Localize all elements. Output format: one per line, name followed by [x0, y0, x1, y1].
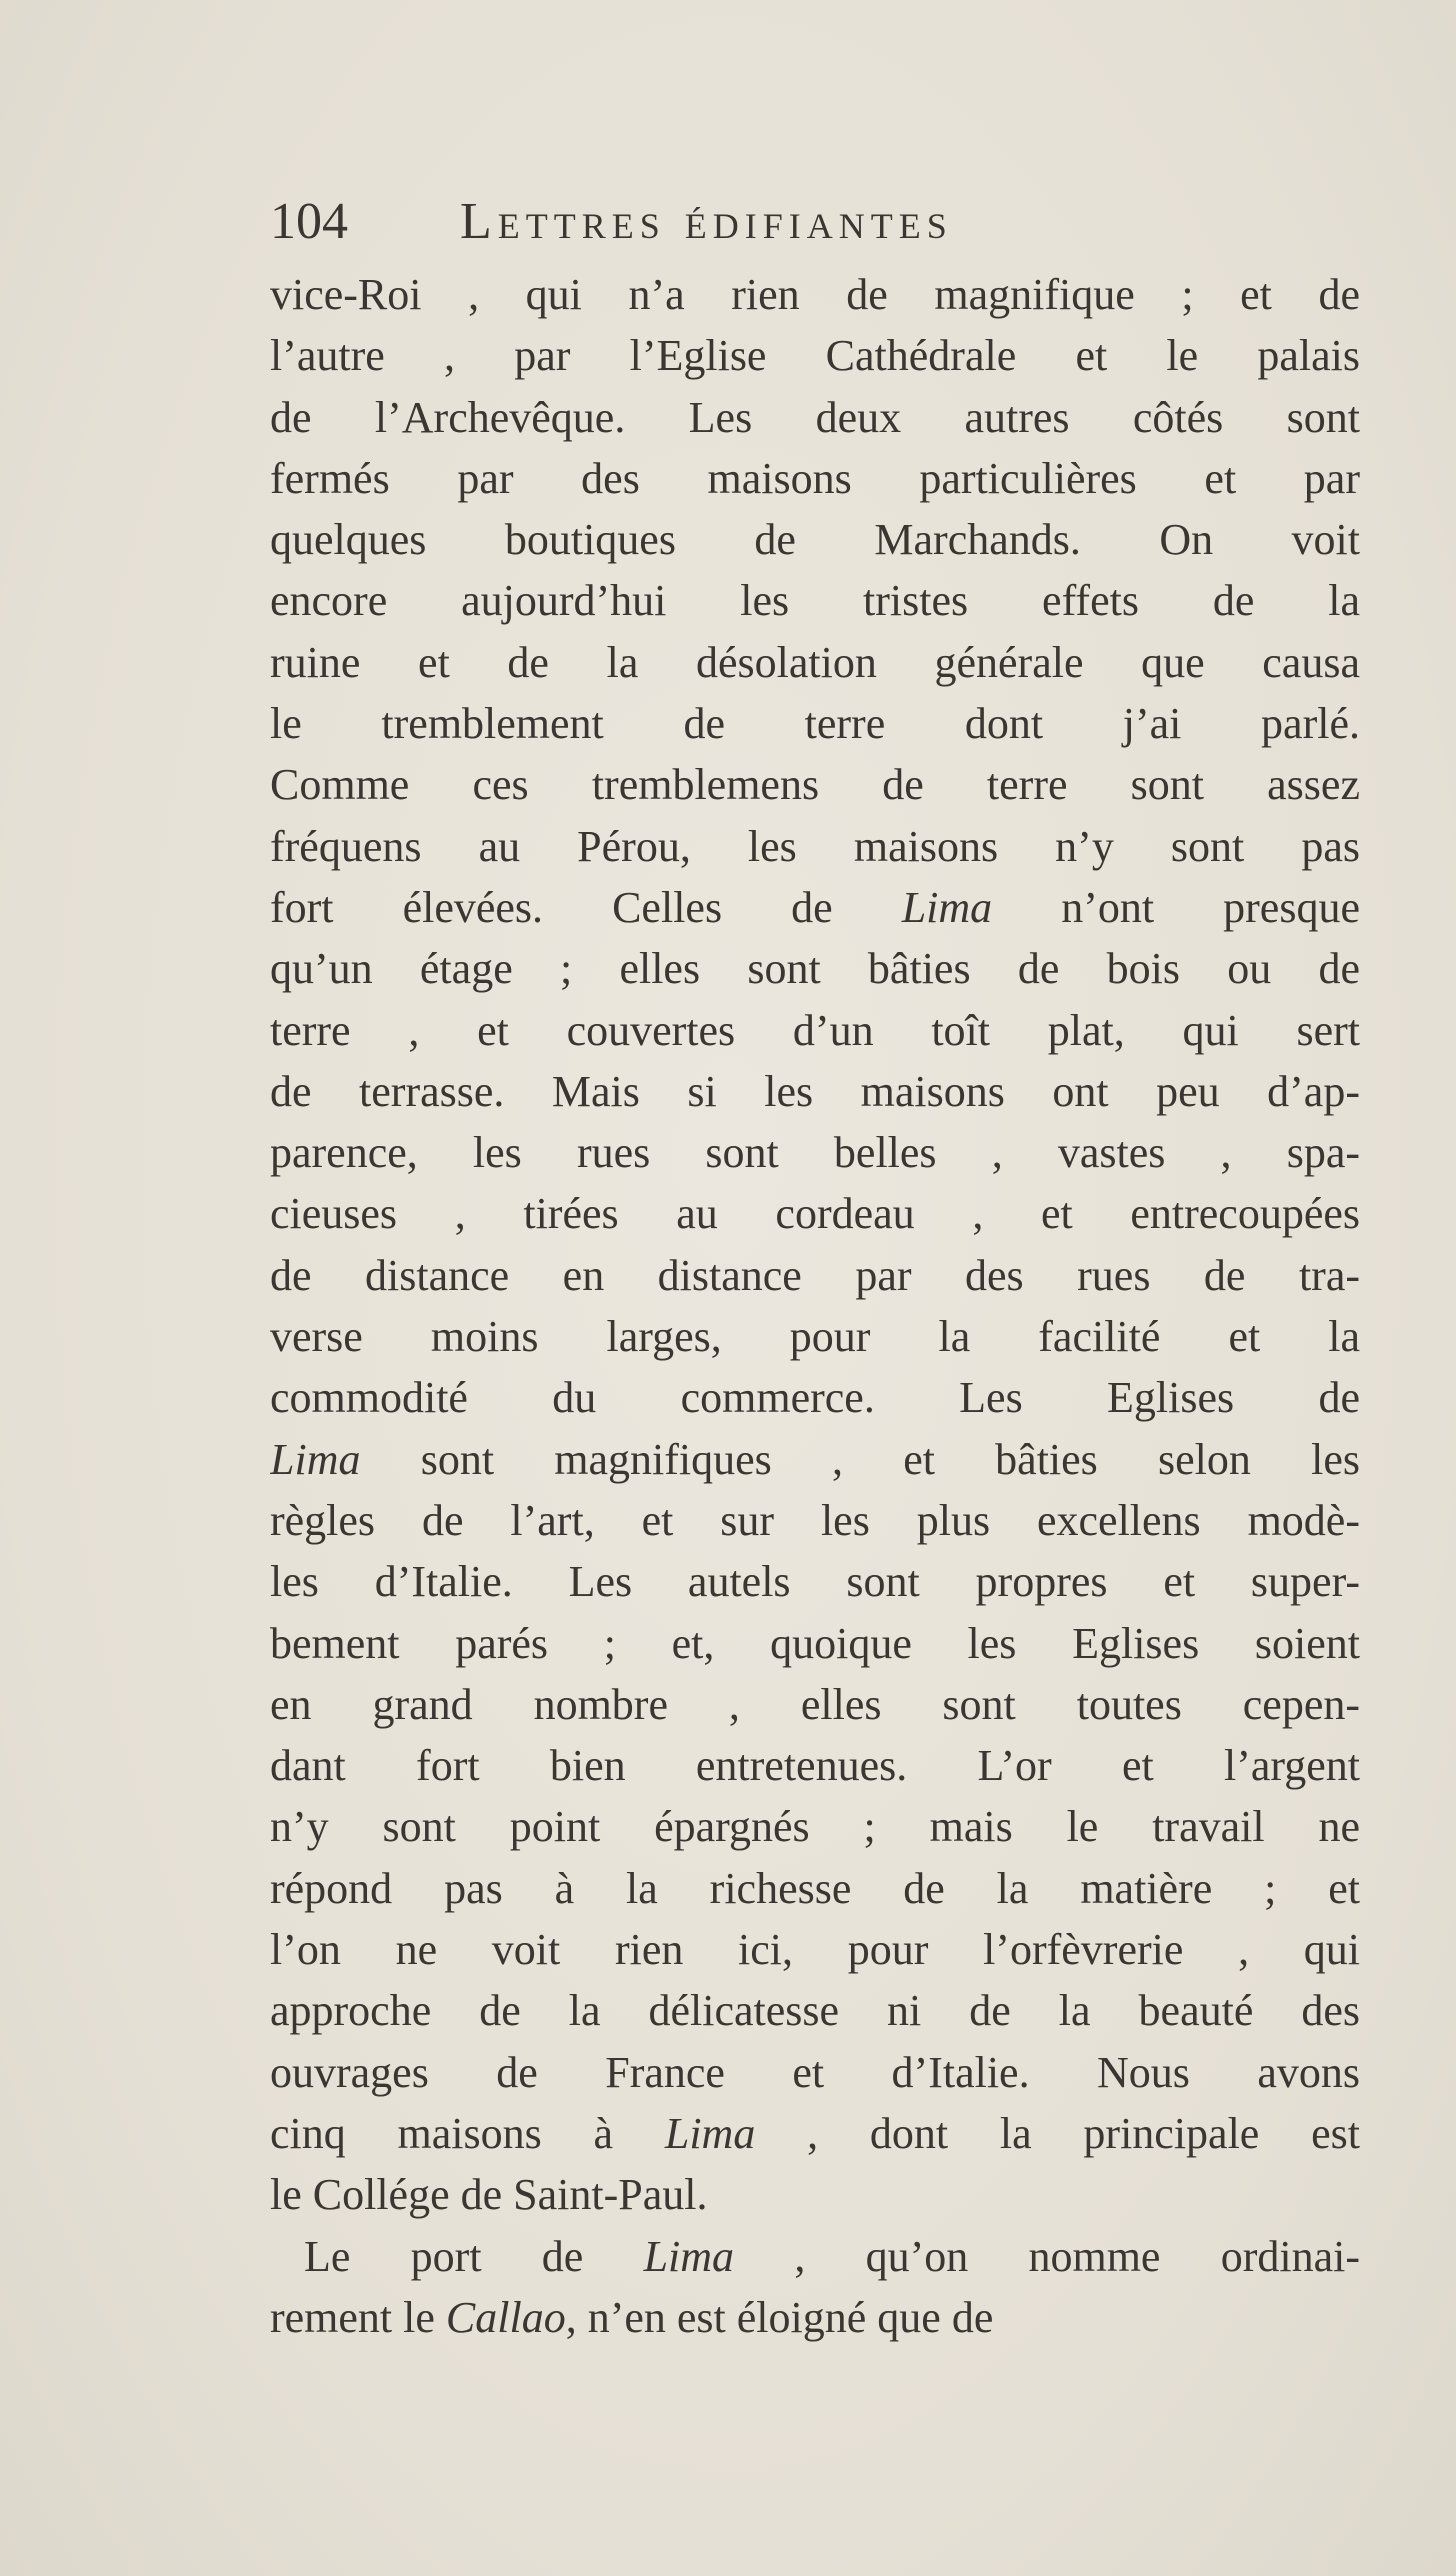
text-line [270, 1551, 1360, 1612]
text-segment: , dont la principale est [755, 2108, 1360, 2158]
text-segment: Le port de [304, 2231, 644, 2281]
text-line [270, 816, 1360, 877]
text-line [270, 2042, 1360, 2103]
text-segment: le tremblement de terre dont j’ai parlé. [270, 699, 1360, 749]
text-line [270, 387, 1360, 448]
text-segment: vice-Roi , qui n’a rien de magnifique ; et de [270, 270, 1360, 319]
text-segment: ruine et de la désolation générale que causa [270, 637, 1360, 687]
text-segment: les d’Italie. Les autels sont propres et super- [270, 1557, 1360, 1607]
text-segment: quelques boutiques de Marchands. On voit [270, 515, 1360, 565]
text-line [270, 570, 1360, 631]
text-line [270, 1429, 1360, 1490]
text-line [270, 448, 1360, 509]
text-segment: Comme ces tremblemens de terre sont assez [270, 760, 1360, 810]
text-line [270, 2287, 1360, 2348]
page-number: 104 [270, 193, 348, 250]
text-line [270, 1980, 1360, 2041]
text-segment: n’ont presque [992, 882, 1360, 932]
text-line [270, 1306, 1360, 1367]
text-segment: bement parés ; et, quoique les Eglises soient [270, 1618, 1360, 1668]
text-line [270, 1245, 1360, 1306]
text-line [270, 1613, 1360, 1674]
text-line [270, 2103, 1360, 2164]
page-header [270, 190, 1220, 254]
italic-text: Lima [270, 1434, 361, 1484]
text-segment: verse moins larges, pour la facilité et la [270, 1312, 1360, 1362]
text-segment: encore aujourd’hui les tristes effets de la [270, 576, 1360, 626]
text-segment: approche de la délicatesse ni de la beauté des [270, 1986, 1360, 2036]
text-line [270, 1061, 1360, 1122]
italic-text: Lima [901, 882, 993, 932]
text-segment: rement le [270, 2292, 446, 2342]
body-text [270, 264, 1360, 2348]
text-segment: parence, les rues sont belles , vastes , spa- [270, 1128, 1360, 1178]
text-segment: fréquens au Pérou, les maisons n’y sont pas [270, 821, 1360, 871]
text-line [270, 632, 1360, 693]
text-line [270, 2226, 1360, 2287]
text-segment: sont magnifiques , et bâties selon les [360, 1434, 1360, 1484]
text-line [270, 1000, 1360, 1061]
text-segment: dant fort bien entretenues. L’or et l’argent [270, 1741, 1360, 1791]
text-segment: le Collége de Saint-Paul. [270, 2170, 708, 2220]
text-line [270, 1858, 1360, 1919]
text-line [270, 693, 1360, 754]
text-segment: l’autre , par l’Eglise Cathédrale et le palais [270, 331, 1360, 381]
text-line [270, 877, 1360, 938]
text-line [270, 1735, 1360, 1796]
text-segment: qu’un étage ; elles sont bâties de bois ou de [270, 944, 1360, 994]
text-line [270, 1919, 1360, 1980]
text-segment: commodité du commerce. Les Eglises de [270, 1373, 1360, 1423]
text-segment: règles de l’art, et sur les plus excellens modè- [270, 1495, 1360, 1545]
text-segment: n’y sont point épargnés ; mais le travail ne [270, 1802, 1360, 1852]
text-segment: répond pas à la richesse de la matière ; et [270, 1863, 1360, 1913]
text-segment: ouvrages de France et d’Italie. Nous avons [270, 2047, 1360, 2097]
italic-text: Lima [664, 2108, 756, 2158]
text-line [270, 1674, 1360, 1735]
text-segment: fort élevées. Celles de [270, 882, 902, 932]
text-line [270, 509, 1360, 570]
text-line [270, 1490, 1360, 1551]
text-segment: de l’Archevêque. Les deux autres côtés sont [270, 392, 1360, 442]
running-title: Lettres édifiantes [460, 193, 953, 250]
text-segment: , n’en est éloigné que de [565, 2292, 994, 2342]
italic-text: Callao [445, 2292, 566, 2342]
text-segment: de terrasse. Mais si les maisons ont peu d’ap- [270, 1066, 1360, 1116]
text-line [270, 1367, 1360, 1428]
text-line [270, 2164, 1360, 2225]
text-line [270, 754, 1360, 815]
text-segment: en grand nombre , elles sont toutes cepen- [270, 1679, 1360, 1729]
text-line [270, 325, 1360, 386]
italic-text: Lima [643, 2231, 735, 2281]
text-segment: fermés par des maisons particulières et par [270, 453, 1360, 503]
text-segment: cinq maisons à [270, 2108, 665, 2158]
text-line [270, 1183, 1360, 1244]
text-segment: terre , et couvertes d’un toît plat, qui sert [270, 1005, 1360, 1055]
text-segment: cieuses , tirées au cordeau , et entrecoupées [270, 1189, 1360, 1239]
text-line [270, 1122, 1360, 1183]
text-segment: l’on ne voit rien ici, pour l’orfèvrerie , qui [270, 1925, 1360, 1975]
text-line [270, 1796, 1360, 1857]
text-segment: , qu’on nomme ordinai- [734, 2231, 1360, 2281]
text-line [270, 938, 1360, 999]
text-line [270, 264, 1360, 325]
text-segment: de distance en distance par des rues de tra- [270, 1250, 1360, 1300]
